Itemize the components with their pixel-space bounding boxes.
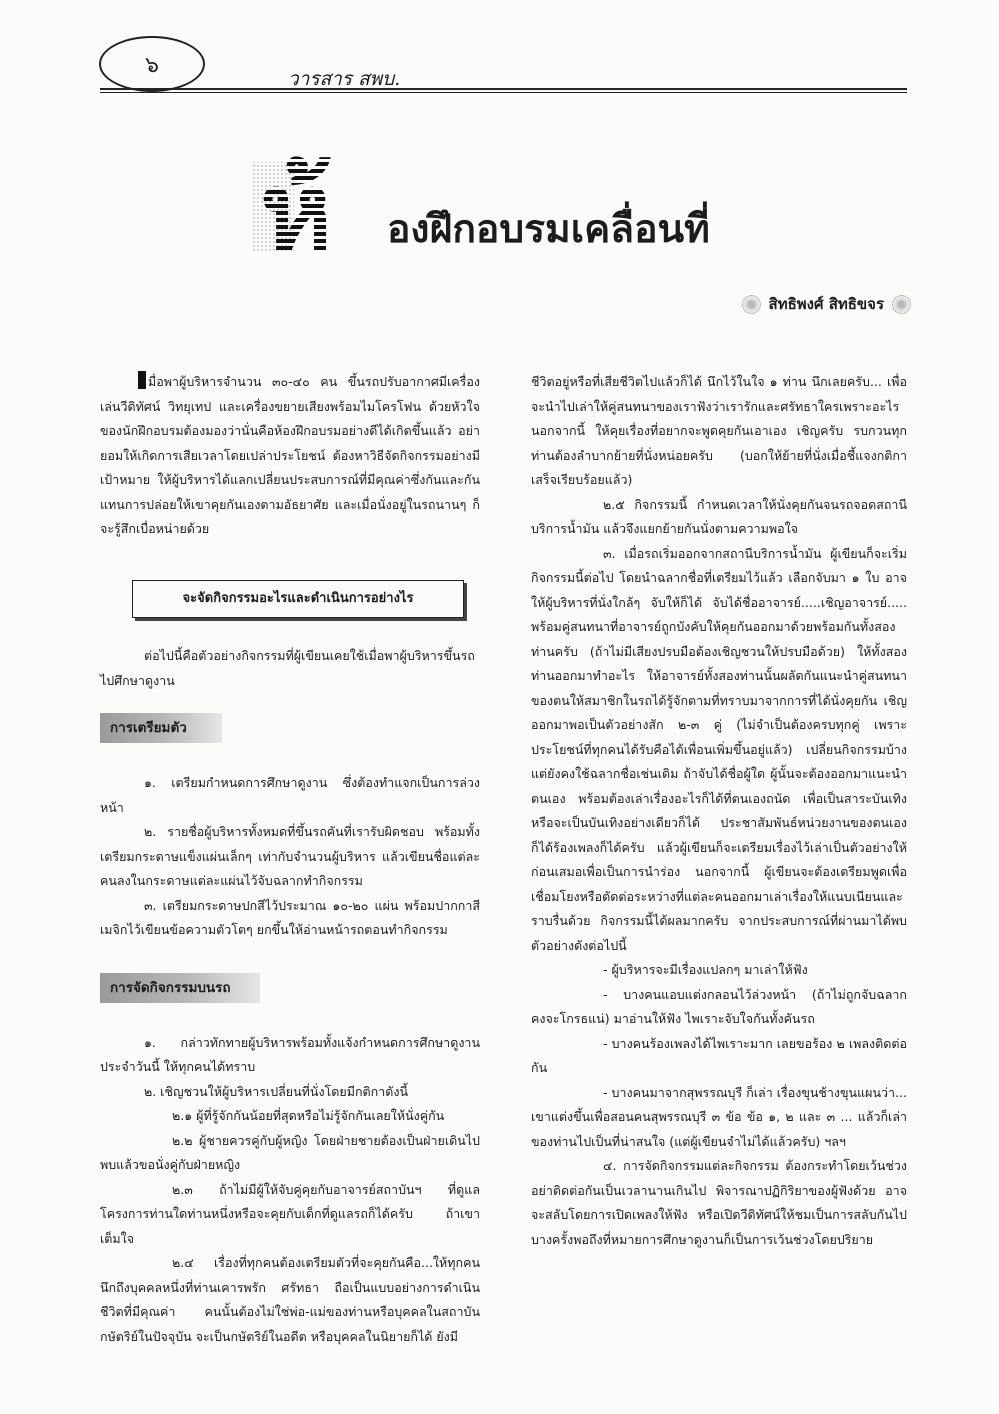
article-title: องฝึกอบรมเคลื่อนที่ [387, 207, 710, 252]
left-column [100, 370, 480, 1349]
section-heading-bus: การจัดกิจกรรมบนรถ [100, 973, 260, 1003]
list-item: ๒. เชิญชวนให้ผู้บริหารเปลี่ยนที่นั่งโดยมีกติกาดังนี้ [144, 1083, 408, 1099]
page-number [99, 36, 205, 92]
header-rule-bottom [100, 92, 907, 93]
drop-cap-marker [138, 371, 146, 389]
title-initial-letter [252, 148, 374, 258]
page-number-text: ๖ [145, 52, 159, 78]
right-column [531, 370, 907, 1252]
list-item: ๒.๔ เรื่องที่ทุกคนต้องเตรียมตัวที่จะคุยกันคือ...ให้ทุกคนนึกถึงบุคคลหนึ่งที่ท่านเคารพรัก ศรัทธา ถือเป็นแบบอย่างการดำเนินชีวิตที่มีคุณค่า คนนั้นต้องไม่ใช่พ่อ-แม่ของท่านหรือบุคคลในสถาบันกษัตริย์ในปัจจุบัน จะเป็นกษัตริย์ในอดีต หรือบุคคลในนิยายก็ได้ ยังมี [100, 1255, 480, 1344]
bullet-item: - บางคนร้องเพลงได้ไพเราะมาก เลยขอร้อง ๒ เพลงติดต่อกัน [531, 1035, 907, 1075]
bullet-item: - บางคนแอบแต่งกลอนไว้ล่วงหน้า (ถ้าไม่ถูกจับฉลากคงจะโกรธแน่) มาอ่านให้ฟัง ไพเราะจับใจกันทั้งคันรถ [531, 986, 907, 1026]
list-item: ๓. เมื่อรถเริ่มออกจากสถานีบริการน้ำมัน ผู้เขียนก็จะเริ่มกิจกรรมนี้ต่อไป โดยนำฉลากชื่อที่เตรียมไว้แล้ว เลือกจับมา ๑ ใบ อาจให้ผู้บริหารที่นั่งใกล้ๆ จับให้ก็ได้ จับได้ชื่ออาจารย์.....เชิญอาจารย์..... พร้อมคู่สนทนาที่อาจารย์ถูกบังคับให้คุยกันออกมาด้วยพร้อมกันทั้งสองท่านครับ (ถ้าไม่มีเสียงปรบมือต้องเชิญชวนให้ปรบมือด้วย) ให้ทั้งสองท่านออกมาทำอะไร ให้อาจารย์ทั้งสองท่านนั้นผลัดกันแนะนำคู่สนทนาของตนให้สมาชิกในรถได้รู้จักตามที่ทราบมาจากการที่ได้นั่งคุยกัน เชิญออกมาพอเป็นตัวอย่างสัก ๒-๓ คู่ (ไม่จำเป็นต้องครบทุกคู่ เพราะประโยชน์ที่ทุกคนได้รับคือได้เพื่อนเพิ่มขึ้นอยู่แล้ว) เปลี่ยนกิจกรรมบ้างแต่ยังคงใช้ฉลากชื่อเช่นเดิม ถ้าจับได้ชื่อผู้ใด ผู้นั้นจะต้องออกมาแนะนำตนเอง พร้อมต้องเล่าเรื่องอะไรก็ได้ที่ตนเองถนัด เพื่อเป็นสาระบันเทิงหรือจะเป็นบันเทิงอย่างเดียวก็ได้ ประชาสัมพันธ์หน่วยงานของตนเองก็ได้ร้องเพลงก็ได้ครับ แล้วผู้เขียนก็จะเตรียมเรื่องไว้เล่าเป็นตัวอย่างให้ก่อนเสมอเพื่อเป็นการนำร่อง นอกจากนี้ ผู้เขียนจะต้องเตรียมพูดเพื่อเชื่อมโยงหรือตัดต่อระหว่างที่แต่ละคนออกมาเล่าเรื่องให้แนบเนียนและราบรื่นด้วย กิจกรรมนี้ได้ผลมากครับ จากประสบการณ์ที่ผ่านมาได้พบตัวอย่างดังต่อไปนี้ [531, 545, 907, 953]
dot-ornament-icon [892, 295, 911, 314]
list-item: ๔. การจัดกิจกรรมแต่ละกิจกรรม ต้องกระทำโดยเว้นช่วง อย่าติดต่อกันเป็นเวลานานเกินไป พิจารณาปฏิกิริยาของผู้ฟังด้วย อาจจะสลับโดยการเปิดเพลงให้ฟัง หรือเปิดวีดิทัศน์ให้ชมเป็นการสลับกันไป บางครั้งพอถึงที่หมายการศึกษาดูงานก็เป็นการเว้นช่วงโดยปริยาย [531, 1158, 907, 1247]
dot-ornament-icon [742, 295, 761, 314]
list-item: ๑. เตรียมกำหนดการศึกษาดูงาน ซึ่งต้องทำแจกเป็นการล่วงหน้า [100, 775, 480, 815]
section-heading-prep: การเตรียมตัว [100, 713, 222, 743]
author-name: สิทธิพงศ์ สิทธิขจร [768, 295, 884, 313]
list-item: ๑. กล่าวทักทายผู้บริหารพร้อมทั้งแจ้งกำหนดการศึกษาดูงานประจำวันนี้ ให้ทุกคนได้ทราบ [100, 1034, 480, 1074]
header-rule-top [100, 88, 907, 90]
list-item: ๒.๑ ผู้ที่รู้จักกันน้อยที่สุดหรือไม่รู้จักกันเลยให้นั่งคู่กัน [172, 1108, 445, 1123]
bullet-item: - บางคนมาจากสุพรรณบุรี ก็เล่า เรื่องขุนช้างขุนแผนว่า... เขาแต่งขึ้นเพื่อสอนคนสุพรรณบุรี ๓ ข้อ ข้อ ๑, ๒ และ ๓ ... แล้วก็เล่าของท่านไปเป็นที่น่าสนใจ (แต่ผู้เขียนจำไม่ได้แล้วครับ) ฯลฯ [531, 1084, 907, 1149]
section-heading-boxed: จะจัดกิจกรรมอะไรและดำเนินการอย่างไร [132, 580, 464, 619]
list-item: ๒. รายชื่อผู้บริหารทั้งหมดที่ขึ้นรถคันที่เรารับผิดชอบ พร้อมทั้งเตรียมกระดาษแข็งแผ่นเล็กๆ เท่ากับจำนวนผู้บริหาร แล้วเขียนชื่อแต่ละคนลงในกระดาษแต่ละแผ่นไว้จับฉลากทำกิจกรรม [100, 824, 480, 888]
list-item: ๒.๓ ถ้าไม่มีผู้ให้จับคู่คุยกับอาจารย์สถาบันฯ ที่ดูแลโครงการท่านใดท่านหนึ่งหรือจะคุยกับเด็กที่ดูแลรถก็ได้ครับ ถ้าเขาเต็มใจ [100, 1181, 480, 1246]
bullet-item: - ผู้บริหารจะมีเรื่องแปลกๆ มาเล่าให้ฟัง [603, 962, 808, 977]
paragraph: ชีวิตอยู่หรือที่เสียชีวิตไปแล้วก็ได้ นึกไว้ในใจ ๑ ท่าน นึกเลยครับ... เพื่อจะนำไปเล่าให้คู่สนทนาของเราฟังว่าเรารักและศรัทธาใครเพราะอะไร นอกจากนี้ ให้คุยเรื่องที่อยากจะพูดคุยกันเอาเอง เชิญครับ รบกวนทุกท่านต้องลำบากย้ายที่นั่งหน่อยครับ (บอกให้ย้ายที่นั่งเมื่อชี้แจงกติกาเสร็จเรียบร้อยแล้ว) [531, 374, 907, 487]
list-item: ๒.๒ ผู้ชายควรคู่กับผู้หญิง โดยฝ่ายชายต้องเป็นฝ่ายเดินไปพบแล้วขอนั่งคู่กับฝ่ายหญิง [100, 1132, 480, 1172]
journal-title: วารสาร สพบ. [288, 68, 401, 90]
list-item: ๒.๕ กิจกรรมนี้ กำหนดเวลาให้นั่งคุยกันจนรถจอดสถานีบริการน้ำมัน แล้วจึงแยกย้ายกันนั่งตามความพอใจ [531, 496, 907, 536]
paragraph: ต่อไปนี้คือตัวอย่างกิจกรรมที่ผู้เขียนเคยใช้เมื่อพาผู้บริหารขึ้นรถไปศึกษาดูงาน [100, 648, 475, 688]
list-item: ๓. เตรียมกระดาษปกสีไว้ประมาณ ๑๐-๒๐ แผ่น พร้อมปากกาสีเมจิกไว้เขียนข้อความตัวโตๆ ยกขึ้นให้อ่านหน้ารถตอนทำกิจกรรม [100, 897, 480, 937]
intro-paragraph: มื่อพาผู้บริหารจำนวน ๓๐-๔๐ คน ขึ้นรถปรับอากาศมีเครื่องเล่นวีดิทัศน์ วิทยุเทป และเครื่องขยายเสียงพร้อมไมโครโฟน ด้วยหัวใจของนักฝึกอบรมต้องมองว่านั่นคือห้องฝึกอบรมอย่างดีได้เกิดขึ้นแล้ว อย่ายอมให้เกิดการเสียเวลาโดยเปล่าประโยชน์ ต้องหาวิธีจัดกิจกรรมอย่างมีเป้าหมาย ให้ผู้บริหารได้แลกเปลี่ยนประสบการณ์ที่มีคุณค่าซึ่งกันและกัน แทนการปล่อยให้เขาคุยกันเองตามอัธยาศัย และเมื่อนั่งอยู่ในรถนานๆ ก็จะรู้สึกเบื่อหน่ายด้วย [100, 370, 480, 542]
author-byline [742, 292, 911, 316]
